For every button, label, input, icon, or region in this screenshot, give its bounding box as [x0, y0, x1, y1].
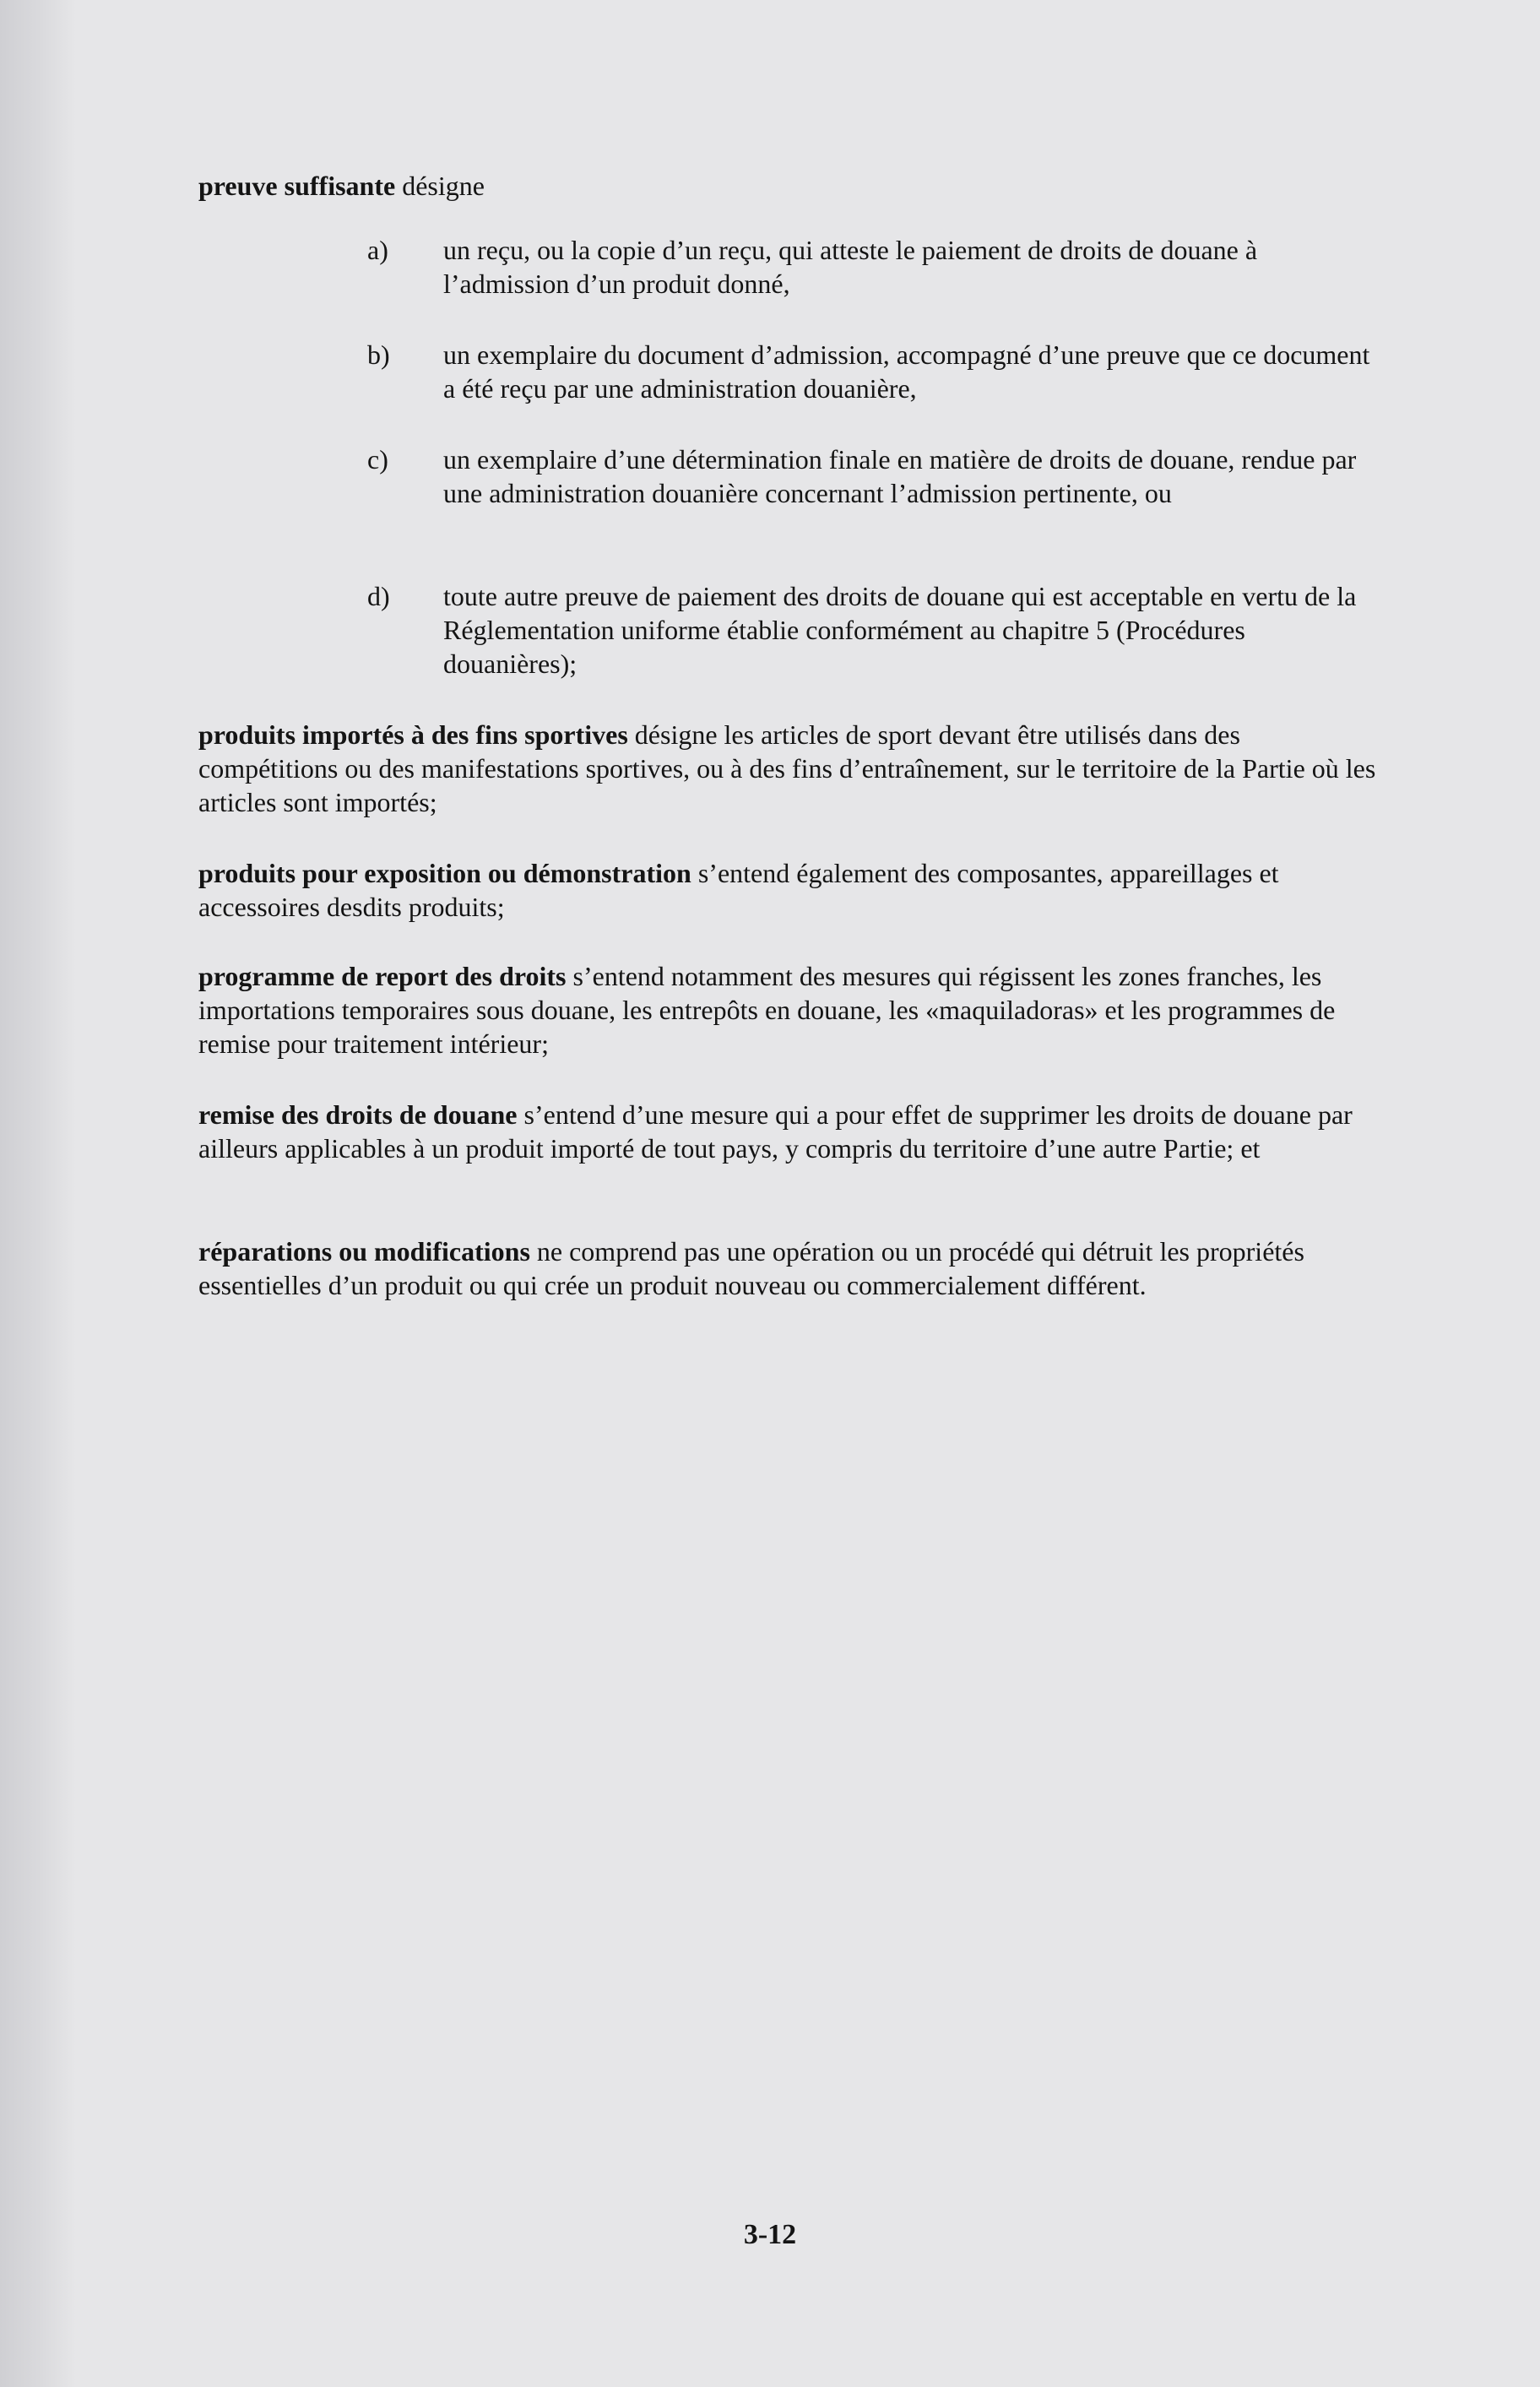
defined-term: produits pour exposition ou démonstration [198, 858, 691, 888]
page-number: 3-12 [743, 2219, 797, 2250]
item-text: toute autre preuve de paiement des droits de douane qui est acceptable en vertu de la Réglementation uniforme établie conformément au chapitre 5 (Procédures douanières); [443, 581, 1357, 679]
item-label: a) [367, 235, 388, 265]
item-label: c) [367, 444, 388, 475]
defined-term: programme de report des droits [198, 961, 567, 991]
scan-binding-shadow [0, 0, 76, 2387]
defined-term: preuve suffisante [198, 171, 396, 201]
definition-produits-exposition [198, 856, 1380, 924]
definition-text: désigne [395, 171, 485, 201]
definition-programme-report [198, 959, 1380, 1061]
definition-remise-droits [198, 1098, 1380, 1165]
item-text: un exemplaire du document d’admission, accompagné d’une preuve que ce document a été reçu par une administration douanière, [443, 339, 1370, 404]
defined-term: réparations ou modifications [198, 1236, 530, 1267]
definition-reparations [198, 1234, 1380, 1302]
definition-text: désigne les articles de sport devant être utilisés dans des compétitions ou des manifestations sportives, ou à des fins d’entraînement, sur le territoire de la Partie où les articles sont importés; [198, 719, 1376, 817]
definition-preuve-suffisante [198, 169, 1380, 203]
item-text: un reçu, ou la copie d’un reçu, qui atteste le paiement de droits de douane à l’admission d’un produit donné, [443, 235, 1258, 299]
definition-text: ne comprend pas une opération ou un procédé qui détruit les propriétés essentielles d’un produit ou qui crée un produit nouveau ou commercialement différent. [198, 1236, 1304, 1300]
item-text: un exemplaire d’une détermination finale en matière de droits de douane, rendue par une administration douanière concernant l’admission pertinente, ou [443, 444, 1357, 508]
definition-text: s’entend notamment des mesures qui régissent les zones franches, les importations temporaires sous douane, les entrepôts en douane, les «maquiladoras» et les programmes de remise pour traitement intérieur; [198, 961, 1336, 1059]
definition-produits-importes [198, 718, 1380, 819]
defined-term: produits importés à des fins sportives [198, 719, 628, 750]
document-page [190, 127, 1389, 2364]
item-label: b) [367, 339, 390, 370]
defined-term: remise des droits de douane [198, 1099, 518, 1130]
definition-text: s’entend également des composantes, appareillages et accessoires desdits produits; [198, 858, 1279, 922]
item-label: d) [367, 581, 390, 611]
definition-text: s’entend d’une mesure qui a pour effet de supprimer les droits de douane par ailleurs applicables à un produit importé de tout pays, y compris du territoire d’une autre Partie; et [198, 1099, 1353, 1164]
